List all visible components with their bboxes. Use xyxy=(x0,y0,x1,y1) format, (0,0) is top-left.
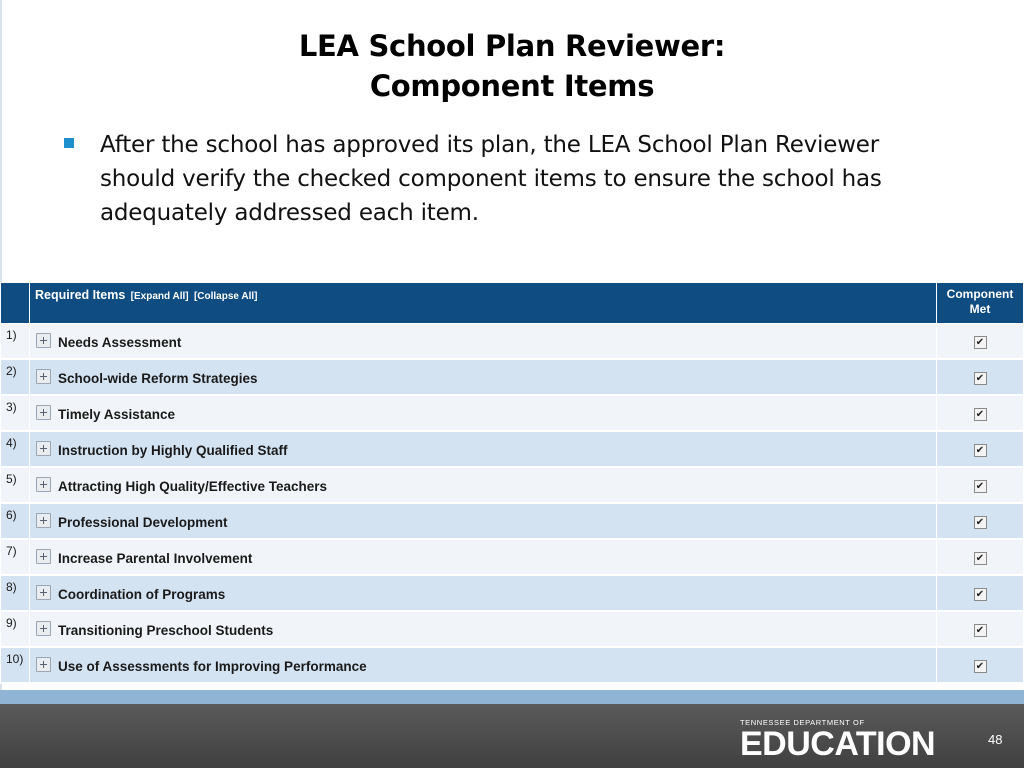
row-index: 7) xyxy=(1,539,30,575)
component-met-heading-line1: Component xyxy=(946,287,1014,301)
expand-plus-icon[interactable] xyxy=(36,621,51,636)
expand-plus-icon[interactable] xyxy=(36,369,51,384)
component-met-checkbox-icon[interactable]: ✔ xyxy=(974,336,987,349)
row-item-cell xyxy=(30,395,937,431)
row-item-label[interactable]: Instruction by Highly Qualified Staff xyxy=(58,442,288,458)
row-item-label[interactable]: Coordination of Programs xyxy=(58,586,226,602)
row-index: 6) xyxy=(1,503,30,539)
header-index-cell xyxy=(1,283,30,324)
expand-all-link[interactable]: [Expand All] xyxy=(130,291,189,302)
expand-plus-icon[interactable] xyxy=(36,333,51,348)
bullet-square-icon xyxy=(64,138,74,148)
row-met-cell xyxy=(937,647,1024,683)
expand-plus-icon[interactable] xyxy=(36,549,51,564)
row-item-label[interactable]: Use of Assessments for Improving Performance xyxy=(58,658,367,674)
row-item-cell xyxy=(30,431,937,467)
row-item-label[interactable]: Attracting High Quality/Effective Teachers xyxy=(58,478,328,494)
table-row xyxy=(1,611,1024,647)
row-index: 9) xyxy=(1,611,30,647)
row-item-cell xyxy=(30,647,937,683)
required-items-heading: Required Items xyxy=(35,288,126,302)
table-row xyxy=(1,431,1024,467)
component-met-checkbox-icon[interactable]: ✔ xyxy=(974,408,987,421)
required-items-table xyxy=(0,282,1024,684)
table-row xyxy=(1,324,1024,360)
table-row xyxy=(1,467,1024,503)
row-item-label[interactable]: Increase Parental Involvement xyxy=(58,550,253,566)
table-body xyxy=(1,324,1024,684)
table-row xyxy=(1,647,1024,683)
row-item-cell xyxy=(30,467,937,503)
row-met-cell xyxy=(937,395,1024,431)
row-met-cell xyxy=(937,503,1024,539)
table-row xyxy=(1,575,1024,611)
expand-plus-icon[interactable] xyxy=(36,513,51,528)
row-met-cell xyxy=(937,539,1024,575)
component-met-heading-line2: Met xyxy=(969,302,991,316)
table-row xyxy=(1,539,1024,575)
expand-plus-icon[interactable] xyxy=(36,585,51,600)
slide-title xyxy=(0,26,1024,106)
component-met-checkbox-icon[interactable]: ✔ xyxy=(974,552,987,565)
table-row xyxy=(1,359,1024,395)
component-met-checkbox-icon[interactable]: ✔ xyxy=(974,516,987,529)
row-item-cell xyxy=(30,324,937,360)
expand-plus-icon[interactable] xyxy=(36,657,51,672)
row-item-label[interactable]: School-wide Reform Strategies xyxy=(58,370,258,386)
component-met-checkbox-icon[interactable]: ✔ xyxy=(974,372,987,385)
row-item-label[interactable]: Transitioning Preschool Students xyxy=(58,622,274,638)
component-met-checkbox-icon[interactable]: ✔ xyxy=(974,480,987,493)
row-index: 1) xyxy=(1,324,30,360)
row-index: 5) xyxy=(1,467,30,503)
row-index: 8) xyxy=(1,575,30,611)
row-index: 2) xyxy=(1,359,30,395)
education-logo xyxy=(740,718,935,761)
row-item-cell xyxy=(30,575,937,611)
row-met-cell xyxy=(937,611,1024,647)
row-index: 3) xyxy=(1,395,30,431)
row-met-cell xyxy=(937,324,1024,360)
row-item-cell xyxy=(30,503,937,539)
logo-big-text: EDUCATION xyxy=(740,725,936,763)
component-met-checkbox-icon[interactable]: ✔ xyxy=(974,624,987,637)
collapse-all-link[interactable]: [Collapse All] xyxy=(193,291,258,302)
row-index: 10) xyxy=(1,647,30,683)
logo-small-text: TENNESSEE DEPARTMENT OF xyxy=(740,718,865,727)
component-met-checkbox-icon[interactable]: ✔ xyxy=(974,444,987,457)
header-required-items xyxy=(30,283,937,324)
expand-plus-icon[interactable] xyxy=(36,477,51,492)
table-row xyxy=(1,395,1024,431)
table-row xyxy=(1,503,1024,539)
row-item-label[interactable]: Professional Development xyxy=(58,514,228,530)
row-met-cell xyxy=(937,467,1024,503)
footer-bar xyxy=(0,704,1024,768)
row-item-label[interactable]: Needs Assessment xyxy=(58,334,182,350)
header-component-met xyxy=(937,283,1024,324)
page-number: 48 xyxy=(988,732,1003,747)
slide-title-line2: Component Items xyxy=(369,69,655,103)
row-item-cell xyxy=(30,539,937,575)
row-met-cell xyxy=(937,431,1024,467)
footer-stripe xyxy=(0,690,1024,704)
row-index: 4) xyxy=(1,431,30,467)
bullet-text: After the school has approved its plan, the LEA School Plan Reviewer should verify the checked component items to ensure the school has adequately addressed each item. xyxy=(100,132,882,226)
slide-title-line1: LEA School Plan Reviewer: xyxy=(298,29,726,63)
row-item-label[interactable]: Timely Assistance xyxy=(58,406,176,422)
expand-plus-icon[interactable] xyxy=(36,441,51,456)
row-met-cell xyxy=(937,575,1024,611)
row-item-cell xyxy=(30,611,937,647)
component-met-checkbox-icon[interactable]: ✔ xyxy=(974,588,987,601)
row-met-cell xyxy=(937,359,1024,395)
expand-plus-icon[interactable] xyxy=(36,405,51,420)
row-item-cell xyxy=(30,359,937,395)
component-met-checkbox-icon[interactable]: ✔ xyxy=(974,660,987,673)
table-header-row xyxy=(1,283,1024,324)
